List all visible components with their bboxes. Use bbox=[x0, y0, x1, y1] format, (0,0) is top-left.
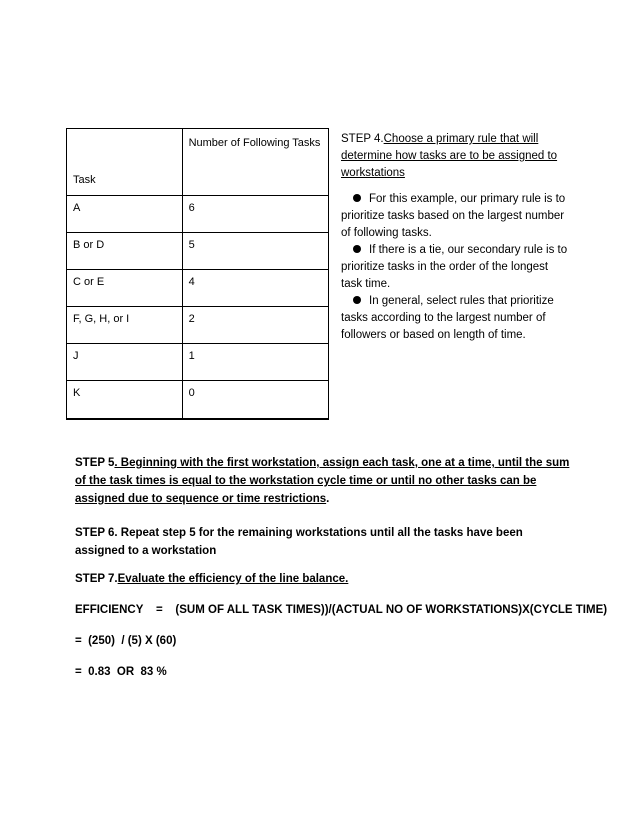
count-cell: 1 bbox=[182, 344, 328, 381]
task-cell: F, G, H, or I bbox=[67, 307, 183, 344]
bullet-text: If there is a tie, our secondary rule is to prioritize tasks in the order of the longest task time. bbox=[341, 244, 568, 290]
count-cell: 6 bbox=[182, 196, 328, 233]
task-cell: J bbox=[67, 344, 183, 381]
count-cell: 2 bbox=[182, 307, 328, 344]
table-row bbox=[67, 196, 329, 233]
steps-section bbox=[75, 454, 608, 681]
bullet-text: In general, select rules that prioritize tasks according to the largest number of followers or based on length of time. bbox=[341, 295, 554, 341]
step7-paragraph bbox=[75, 570, 575, 588]
task-cell: K bbox=[67, 381, 183, 419]
bullet-item bbox=[341, 191, 571, 242]
efficiency-substitution: = (250) / (5) X (60) bbox=[75, 635, 177, 647]
step4-section bbox=[341, 131, 571, 344]
efficiency-formula: EFFICIENCY = (SUM OF ALL TASK TIMES))/(ACTUAL NO OF WORKSTATIONS)X(CYCLE TIME) bbox=[75, 604, 608, 616]
task-cell: B or D bbox=[67, 233, 183, 270]
table-row bbox=[67, 270, 329, 307]
step6-paragraph: STEP 6. Repeat step 5 for the remaining workstations until all the tasks have been assigned to a workstation bbox=[75, 527, 523, 557]
header-following-tasks: Number of Following Tasks bbox=[182, 129, 328, 196]
bullet-dot-icon bbox=[353, 296, 361, 304]
count-cell: 5 bbox=[182, 233, 328, 270]
table-row bbox=[67, 344, 329, 381]
step7-text: Evaluate the efficiency of the line balance. bbox=[117, 573, 349, 585]
step5-end: . bbox=[326, 493, 330, 505]
step7-label: STEP 7. bbox=[75, 573, 118, 585]
step4-label: STEP 4. bbox=[341, 133, 384, 145]
count-cell: 4 bbox=[182, 270, 328, 307]
table-row bbox=[67, 307, 329, 344]
efficiency-result: = 0.83 OR 83 % bbox=[75, 666, 167, 678]
task-cell: A bbox=[67, 196, 183, 233]
header-task: Task bbox=[67, 129, 183, 196]
bullet-item bbox=[341, 242, 571, 293]
bullet-item bbox=[341, 293, 571, 344]
step5-label: STEP 5 bbox=[75, 457, 115, 469]
count-cell: 0 bbox=[182, 381, 328, 419]
bullet-dot-icon bbox=[353, 194, 361, 202]
bullet-text: For this example, our primary rule is to prioritize tasks based on the largest number of following tasks. bbox=[341, 193, 566, 239]
task-cell: C or E bbox=[67, 270, 183, 307]
table-header-row bbox=[67, 129, 329, 196]
table-row bbox=[67, 381, 329, 419]
table-row bbox=[67, 233, 329, 270]
step4-heading bbox=[341, 131, 571, 182]
step5-paragraph bbox=[75, 454, 575, 508]
following-tasks-table bbox=[66, 128, 329, 420]
step4-text: Choose a primary rule that will determine how tasks are to be assigned to workstations bbox=[341, 133, 558, 179]
bullet-dot-icon bbox=[353, 245, 361, 253]
step5-text: . Beginning with the first workstation, assign each task, one at a time, until the sum of the task times is equal to the workstation cycle time or until no other tasks can be assigned due to sequence or time restrictions bbox=[75, 457, 570, 505]
